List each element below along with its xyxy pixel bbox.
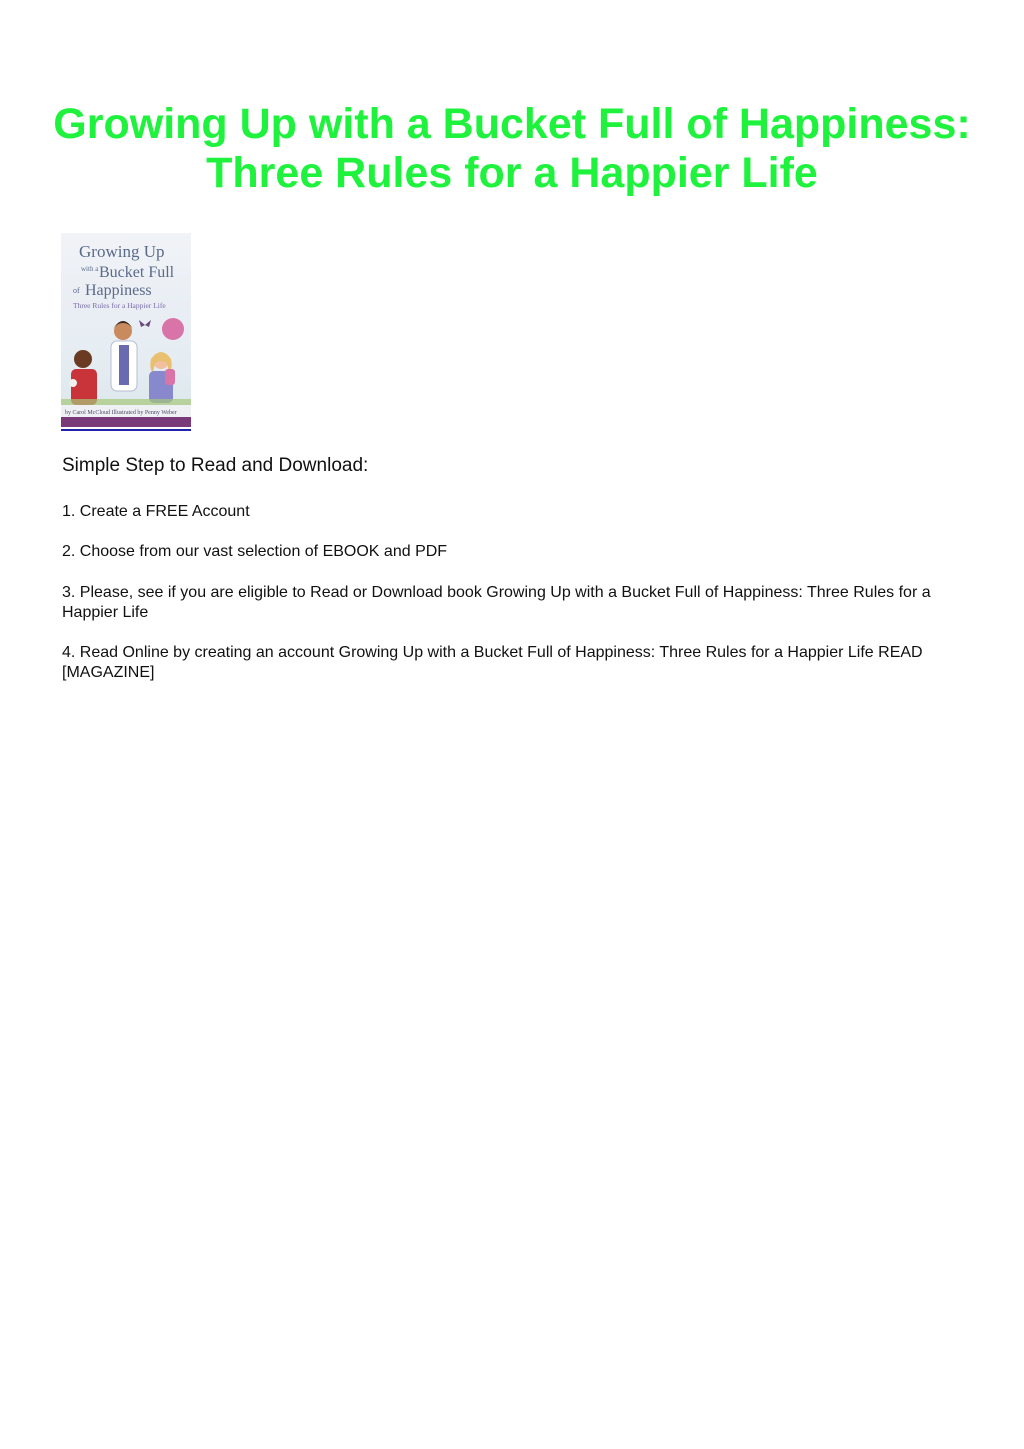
cover-title-c: Bucket Full [99, 264, 175, 281]
cover-title-e: Happiness [85, 282, 152, 299]
section-heading: Simple Step to Read and Download: [62, 455, 369, 476]
cover-title-d: of [73, 286, 80, 295]
cover-title-a: Growing Up [79, 242, 165, 261]
book-cover-link[interactable] [61, 233, 191, 431]
book-cover-image [61, 233, 191, 427]
step-3: 3. Please, see if you are eligible to Read or Download book Growing Up with a Bucket Full of Happiness: Three Rules for a Happier Life [62, 584, 931, 621]
page-title-line-2: Three Rules for a Happier Life [206, 149, 818, 197]
step-1: 1. Create a FREE Account [62, 503, 250, 520]
cover-title-b: with a [81, 265, 99, 273]
step-4: 4. Read Online by creating an account Growing Up with a Bucket Full of Happiness: Three Rules for a Happier Life READ [MAGAZINE] [62, 644, 923, 681]
cover-subtitle: Three Rules for a Happier Life [73, 301, 166, 310]
page-title-line-1: Growing Up with a Bucket Full of Happiness: [53, 100, 971, 148]
page-title [0, 100, 1024, 198]
step-2: 2. Choose from our vast selection of EBOOK and PDF [62, 543, 448, 560]
cover-byline: by Carol McCloud Illustrated by Penny Weber [65, 410, 177, 416]
